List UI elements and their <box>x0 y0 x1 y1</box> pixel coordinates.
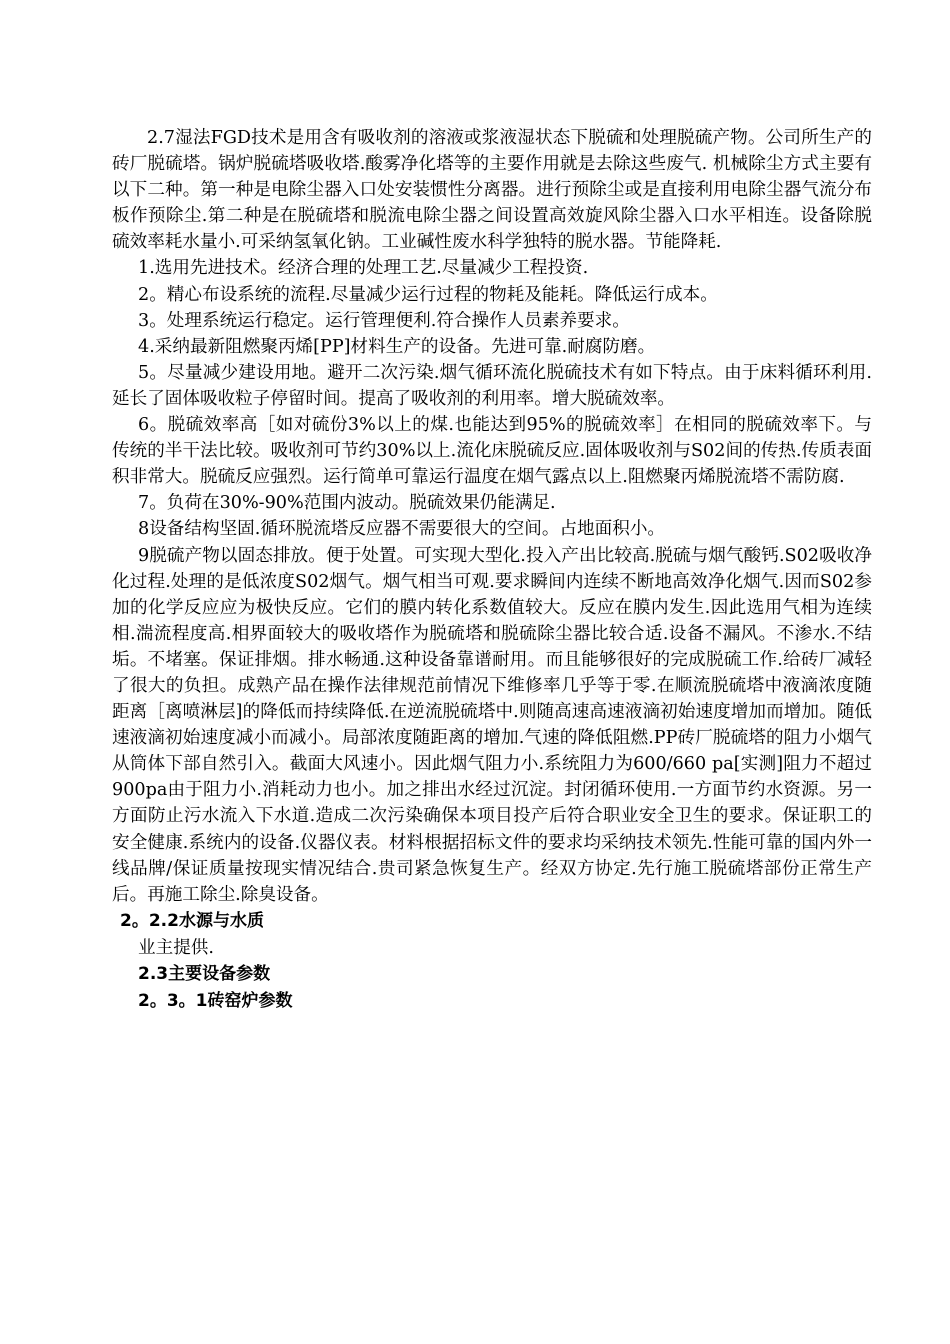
paragraph-intro: 2.7湿法FGD技术是用含有吸收剂的溶液或浆液湿状态下脱硫和处理脱硫产物。公司所生产的砖厂脱硫塔。锅炉脱硫塔吸收塔.酸雾净化塔等的主要作用就是去除这些废气. 机械除尘方式主要有以下二种。第一种是电除尘器入口处安装惯性分离器。进行预除尘或是直接利用电除尘器气流分布板作预除尘.第二种是在脱硫塔和脱流电除尘器之间设置高效旋风除尘器入口水平相连。设备除脱硫效率耗水量小.可采纳氢氧化钠。工业碱性废水科学独特的脱水器。节能降耗. <box>112 128 872 253</box>
section-heading-water: 2。2.2水源与水质 <box>120 910 264 931</box>
list-item-4: 4.采纳最新阻燃聚丙烯[PP]材料生产的设备。先进可靠.耐腐防磨。 <box>138 336 656 357</box>
section-heading-kiln: 2。3。1砖窑炉参数 <box>138 990 293 1011</box>
list-item-6: 6。脱硫效率高［如对硫份3%以上的煤.也能达到95%的脱硫效率］在相同的脱硫效率下。与传统的半干法比较。吸收剂可节约30%以上.流化床脱硫反应.固体吸收剂与S02间的传热.传质表面积非常大。脱硫反应强烈。运行简单可靠运行温度在烟气露点以上.阻燃聚丙烯脱流塔不需防腐. <box>112 415 872 488</box>
list-item-8: 8设备结构坚固.循环脱流塔反应器不需要很大的空间。占地面积小。 <box>138 519 666 540</box>
document-body <box>112 125 872 1015</box>
list-item-2: 2。精心布设系统的流程.尽量减少运行过程的物耗及能耗。降低运行成本。 <box>138 284 718 305</box>
list-item-7: 7。负荷在30%-90%范围内波动。脱硫效果仍能满足. <box>138 493 556 514</box>
list-item-3: 3。处理系统运行稳定。运行管理便利.符合操作人员素养要求。 <box>138 310 630 331</box>
list-item-9: 9脱硫产物以固态排放。便于处置。可实现大型化.投入产出比较高.脱硫与烟气酸钙.S02吸收净化过程.处理的是低浓度S02烟气。烟气相当可观.要求瞬间内连续不断地高效净化烟气.因而S02参加的化学反应应为极快反应。它们的膜内转化系数值较大。反应在膜内发生.因此选用气相为连续相.湍流程度高.相界面较大的吸收塔作为脱硫塔和脱硫除尘器比较合适.设备不漏风。不渗水.不结垢。不堵塞。保证排烟。排水畅通.这种设备靠谱耐用。而且能够很好的完成脱硫工作.给砖厂减轻了很大的负担。成熟产品在操作法律规范前情况下维修率几乎等于零.在顺流脱硫塔中液滴浓度随距离［离喷淋层]的降低而持续降低.在逆流脱硫塔中.则随高速高速液滴初始速度增加而增加。随低速液滴初始速度减小而减小。局部浓度随距离的增加.气速的降低阻燃.PP砖厂脱硫塔的阻力小烟气从筒体下部自然引入。截面大风速小。因此烟气阻力小.系统阻力为600/660 pa[实测]阻力不超过900pa由于阻力小.消耗动力也小。加之排出水经过沉淀。封闭循环使用.一方面节约水资源。另一方面防止污水流入下水道.造成二次污染确保本项目投产后符合职业安全卫生的要求。保证职工的安全健康.系统内的设备.仪器仪表。材料根据招标文件的要求均采纳技术领先.性能可靠的国内外一线品牌/保证质量按现实情况结合.贵司紧急恢复生产。经双方协定.先行施工脱硫塔部份正常生产后。再施工除尘.除臭设备。 <box>112 545 872 905</box>
section-heading-equipment: 2.3主要设备参数 <box>138 963 271 984</box>
list-item-5: 5。尽量减少建设用地。避开二次污染.烟气循环流化脱硫技术有如下特点。由于床料循环利用.延长了固体吸收粒子停留时间。提高了吸收剂的利用率。增大脱硫效率。 <box>112 362 872 409</box>
water-source-text: 业主提供. <box>138 937 214 958</box>
list-item-1: 1.选用先进技术。经济合理的处理工艺.尽量减少工程投资. <box>138 258 589 279</box>
